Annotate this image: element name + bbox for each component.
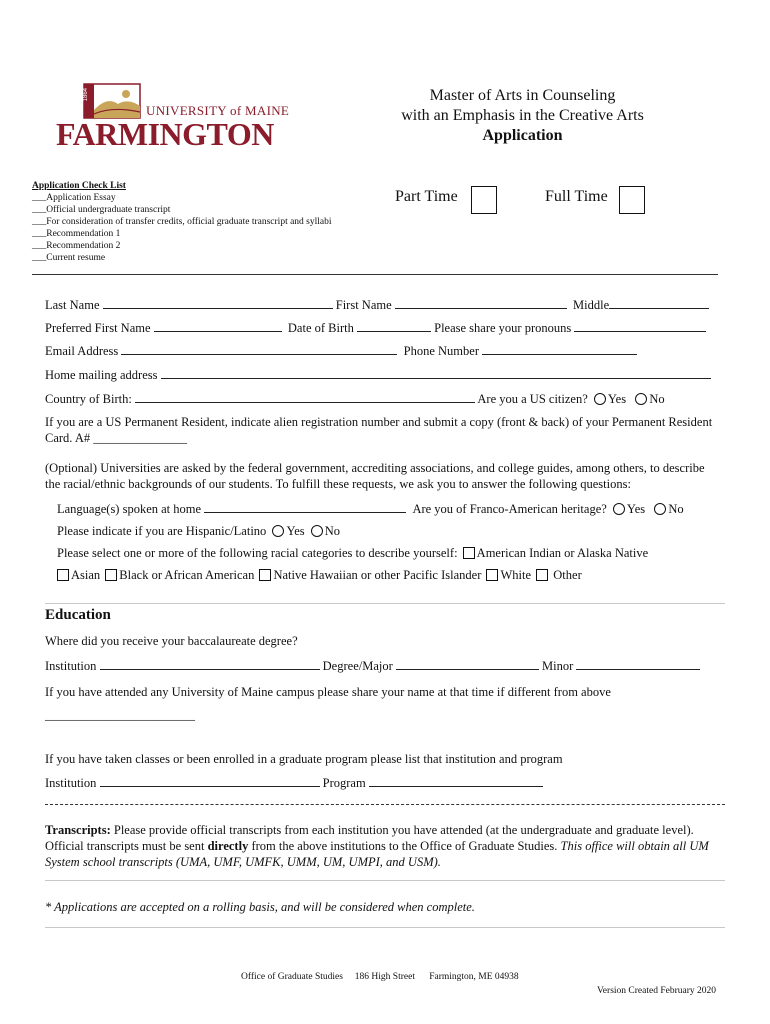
- grad-program-row: [45, 776, 543, 791]
- citizen-yes-radio[interactable]: [594, 393, 606, 405]
- race-white-checkbox[interactable]: [486, 569, 498, 581]
- application-checklist: [32, 180, 332, 264]
- program-field[interactable]: [369, 776, 543, 787]
- resident-line-2[interactable]: Card. A# _______________: [45, 431, 188, 445]
- checklist-item: ___For consideration of transfer credits, official graduate transcript and syllabi: [32, 217, 332, 227]
- education-where: Where did you receive your baccalaureate degree?: [45, 634, 298, 648]
- dob-label: Date of Birth: [287, 321, 354, 335]
- separator-notice-bottom: [45, 927, 725, 928]
- part-time-checkbox[interactable]: [471, 186, 497, 214]
- middle-label: Middle: [573, 298, 610, 312]
- franco-yes-radio[interactable]: [613, 503, 625, 515]
- optional-intro-2: the racial/ethnic backgrounds of our students. To fulfill these requests, we ask you to answer the following questions:: [45, 477, 631, 491]
- name-row: [45, 298, 709, 313]
- preferred-name-label: Preferred First Name: [45, 321, 151, 335]
- racial-prompt-label: Please select one or more of the following racial categories to describe yourself:: [57, 546, 458, 560]
- last-name-field[interactable]: [103, 298, 333, 309]
- name-change-question: If you have attended any University of Maine campus please share your name at that time if different from above: [45, 685, 611, 699]
- footer-street: 186 High Street: [354, 972, 415, 982]
- country-field[interactable]: [135, 392, 475, 403]
- minor-label: Minor: [542, 659, 574, 673]
- language-label: Language(s) spoken at home: [57, 502, 202, 516]
- degree-label: Degree/Major: [322, 659, 393, 673]
- franco-label: Are you of Franco-American heritage?: [412, 502, 607, 516]
- transcripts-text-2c: from the above institutions to the Office of Graduate Studies.: [248, 839, 561, 853]
- citizenship-row: [45, 392, 665, 407]
- language-field[interactable]: [204, 502, 406, 513]
- franco-yes-label: Yes: [626, 502, 646, 516]
- transcripts-text-2d: This office will obtain all UM: [560, 839, 709, 853]
- race-pacific-label: Native Hawaiian or other Pacific Islander: [273, 568, 482, 582]
- checklist-title: Application Check List: [32, 181, 126, 191]
- address-row: [45, 368, 711, 383]
- first-name-label: First Name: [335, 298, 392, 312]
- franco-no-label: No: [668, 502, 684, 516]
- minor-field[interactable]: [576, 659, 700, 670]
- last-name-label: Last Name: [45, 298, 100, 312]
- preferred-row: [45, 321, 706, 336]
- race-native-label: American Indian or Alaska Native: [476, 546, 649, 560]
- checklist-item: ___Recommendation 1: [32, 229, 121, 239]
- grad-institution-label: Institution: [45, 776, 97, 790]
- degree-row: [45, 659, 700, 674]
- footer-office: Office of Graduate Studies: [241, 972, 343, 982]
- race-asian-label: Asian: [71, 568, 101, 582]
- race-pacific-checkbox[interactable]: [259, 569, 271, 581]
- part-time-label: Part Time: [395, 188, 458, 205]
- race-white-label: White: [500, 568, 532, 582]
- grad-program-question: If you have taken classes or been enrolled in a graduate program please list that institution and program: [45, 752, 563, 766]
- home-address-field[interactable]: [161, 368, 711, 379]
- pronouns-field[interactable]: [574, 321, 706, 332]
- citizen-yes-label: Yes: [607, 392, 627, 406]
- email-field[interactable]: [121, 344, 397, 355]
- title-line-1: Master of Arts in Counseling: [429, 87, 616, 104]
- transcripts-directly: directly: [207, 839, 249, 853]
- name-change-field[interactable]: ________________________: [45, 708, 195, 722]
- logo-campus: FARMINGTON: [56, 116, 274, 152]
- resident-line-1: If you are a US Permanent Resident, indicate alien registration number and submit a copy (front & back) of your Permanent Resident: [45, 415, 713, 429]
- contact-row: [45, 344, 637, 359]
- transcripts-text-3: System school transcripts (UMA, UMF, UMFK, UMM, UM, UMPI, and USM).: [45, 855, 441, 869]
- dob-field[interactable]: [357, 321, 431, 332]
- title-line-2: with an Emphasis in the Creative Arts: [401, 107, 644, 124]
- hispanic-no-label: No: [324, 524, 341, 538]
- race-native-checkbox[interactable]: [463, 547, 475, 559]
- first-name-field[interactable]: [395, 298, 567, 309]
- transcripts-text-2a: Official transcripts must be sent: [45, 839, 208, 853]
- grad-institution-field[interactable]: [100, 776, 320, 787]
- full-time-label: Full Time: [545, 188, 608, 205]
- transcripts-text-1: Please provide official transcripts from each institution you have attended (at the undergraduate and graduate level).: [110, 823, 694, 837]
- race-black-label: Black or African American: [119, 568, 255, 582]
- hispanic-yes-radio[interactable]: [272, 525, 284, 537]
- optional-intro-1: (Optional) Universities are asked by the federal government, accrediting associations, and college guides, among others, to describe: [45, 461, 705, 475]
- footer-city: Farmington, ME 04938: [429, 972, 519, 982]
- transcripts-line-1: [45, 822, 735, 838]
- hispanic-label: Please indicate if you are Hispanic/Latino: [57, 524, 267, 538]
- phone-label: Phone Number: [403, 344, 479, 358]
- race-black-checkbox[interactable]: [105, 569, 117, 581]
- institution-field[interactable]: [100, 659, 320, 670]
- footer-version: Version Created February 2020: [597, 986, 716, 996]
- home-address-label: Home mailing address: [45, 368, 158, 382]
- franco-no-radio[interactable]: [654, 503, 666, 515]
- separator-dashed: [45, 804, 725, 805]
- us-citizen-label: Are you a US citizen?: [477, 392, 588, 406]
- checklist-item: ___Application Essay: [32, 193, 116, 203]
- separator-top: [32, 274, 718, 275]
- email-label: Email Address: [45, 344, 119, 358]
- citizen-no-radio[interactable]: [635, 393, 647, 405]
- separator-education: [45, 603, 725, 604]
- separator-notice-top: [45, 880, 725, 881]
- country-label: Country of Birth:: [45, 392, 132, 406]
- pronouns-label: Please share your pronouns: [434, 321, 572, 335]
- language-row: [57, 502, 684, 517]
- hispanic-no-radio[interactable]: [311, 525, 323, 537]
- hispanic-yes-label: Yes: [286, 524, 305, 538]
- phone-field[interactable]: [482, 344, 637, 355]
- citizen-no-label: No: [649, 392, 665, 406]
- degree-field[interactable]: [396, 659, 539, 670]
- racial-prompt-row: [57, 546, 648, 561]
- checklist-item: ___Official undergraduate transcript: [32, 205, 171, 215]
- education-heading: Education: [45, 607, 111, 623]
- preferred-name-field[interactable]: [154, 321, 282, 332]
- checklist-item: ___Recommendation 2: [32, 241, 121, 251]
- middle-name-field[interactable]: [609, 298, 709, 309]
- transcripts-label: Transcripts:: [45, 823, 111, 837]
- transcripts-line-2: [45, 838, 735, 854]
- transcripts-block: [45, 822, 735, 870]
- institution-label: Institution: [45, 659, 97, 673]
- logo-year: 1864: [83, 88, 89, 102]
- title-line-3: Application: [482, 127, 563, 144]
- form-title: [380, 86, 665, 146]
- program-label: Program: [322, 776, 366, 790]
- logo-university: UNIVERSITY of MAINE: [146, 103, 290, 118]
- full-time-checkbox[interactable]: [619, 186, 645, 214]
- rolling-basis-notice: * Applications are accepted on a rolling basis, and will be considered when complete.: [45, 900, 475, 914]
- checklist-item: ___Current resume: [32, 253, 106, 263]
- university-logo: [56, 82, 291, 152]
- racial-options-row: [55, 568, 582, 583]
- footer-address: [241, 972, 519, 982]
- race-asian-checkbox[interactable]: [57, 569, 69, 581]
- hispanic-row: [57, 524, 340, 539]
- race-other-label: Other: [553, 568, 582, 582]
- transcripts-line-3: [45, 854, 735, 870]
- race-other-checkbox[interactable]: [536, 569, 548, 581]
